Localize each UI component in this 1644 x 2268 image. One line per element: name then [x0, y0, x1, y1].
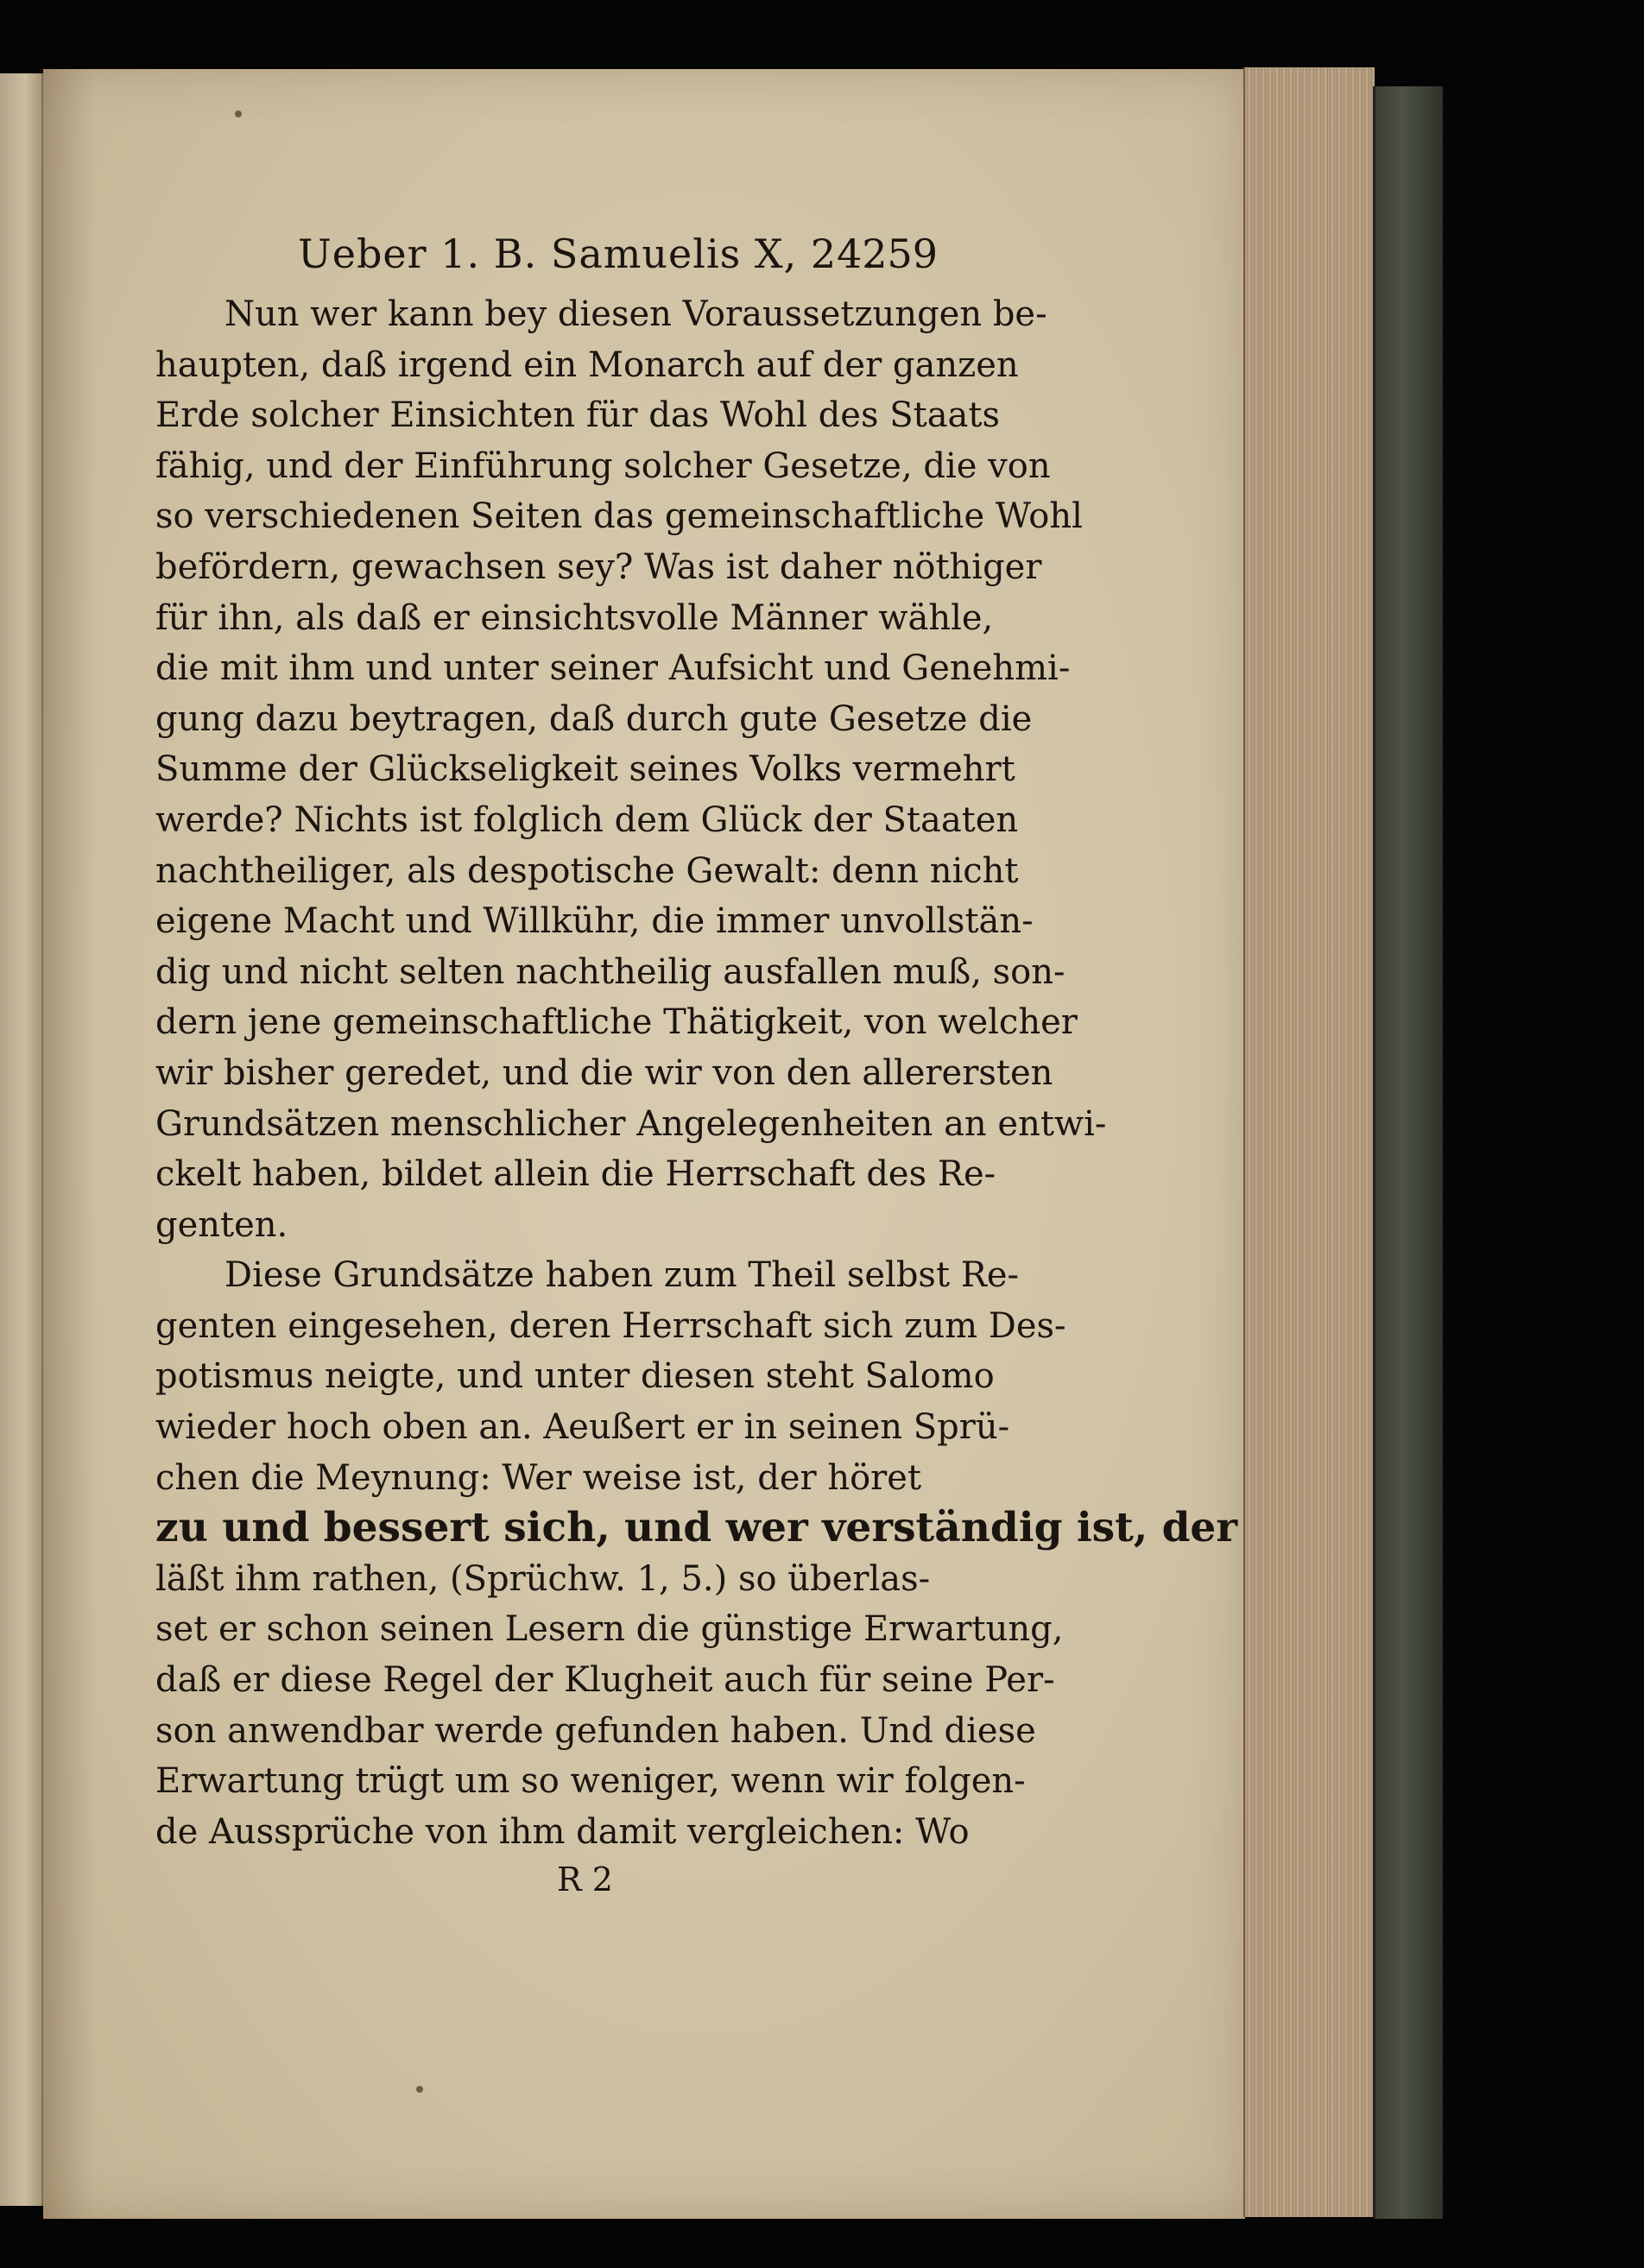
text-line-emphasized: zu und bessert sich, und wer verständig ist, der — [155, 1504, 1238, 1552]
text-line: wieder hoch oben an. Aeußert er in seinen Sprü- — [155, 1407, 1010, 1448]
text-line: genten. — [155, 1204, 288, 1245]
text-line: Erde solcher Einsichten für das Wohl des Staats — [155, 395, 1000, 436]
text-line: eigene Macht und Willkühr, die immer unvollstän- — [155, 901, 1034, 942]
text-line: gung dazu beytragen, daß durch gute Gesetze die — [155, 698, 1033, 739]
running-head-title: Ueber 1. B. Samuelis X, 24. — [298, 231, 877, 277]
text-line: die mit ihm und unter seiner Aufsicht und Genehmi- — [155, 648, 1071, 689]
text-line: so verschiedenen Seiten das gemeinschaftliche Wohl — [155, 496, 1083, 537]
text-line: daß er diese Regel der Klugheit auch für seine Per- — [155, 1660, 1055, 1701]
running-header — [155, 212, 958, 289]
page-number: 259 — [862, 231, 938, 277]
text-line: Erwartung trügt um so weniger, wenn wir folgen- — [155, 1761, 1026, 1802]
text-line: genten eingesehen, deren Herrschaft sich zum Des- — [155, 1305, 1066, 1346]
text-line: set er schon seinen Lesern die günstige Erwartung, — [155, 1609, 1064, 1650]
text-line: werde? Nichts ist folglich dem Glück der Staaten — [155, 799, 1019, 840]
text-line: ckelt haben, bildet allein die Herrschaft des Re- — [155, 1154, 996, 1195]
paper-speck — [235, 111, 242, 117]
paper-speck — [416, 2086, 423, 2093]
text-line: läßt ihm rathen, (Sprüchw. 1, 5.) so überlas- — [155, 1558, 931, 1599]
gutter-shadow — [43, 69, 95, 2219]
paragraph-1 — [155, 289, 1107, 1250]
text-line: befördern, gewachsen sey? Was ist daher nöthiger — [155, 546, 1042, 587]
text-line: chen die Meynung: Wer weise ist, der höret — [155, 1457, 922, 1498]
text-line: haupten, daß irgend ein Monarch auf der ganzen — [155, 344, 1019, 385]
facing-page-edge — [0, 73, 43, 2206]
text-line: dig und nicht selten nachtheilig ausfallen muß, son- — [155, 951, 1065, 992]
text-line: Diese Grundsätze haben zum Theil selbst Re- — [224, 1255, 1020, 1296]
page-block-edge — [1243, 67, 1375, 2217]
text-line: son anwendbar werde gefunden haben. Und diese — [155, 1710, 1036, 1751]
signature-mark: R 2 — [557, 1861, 613, 1899]
text-line: nachtheiliger, als despotische Gewalt: denn nicht — [155, 850, 1019, 891]
text-line: dern jene gemeinschaftliche Thätigkeit, von welcher — [155, 1002, 1078, 1043]
text-line: potismus neigte, und unter diesen steht Salomo — [155, 1356, 995, 1397]
text-line: Nun wer kann bey diesen Voraussetzungen be- — [224, 294, 1047, 334]
text-line: de Aussprüche von ihm damit vergleichen: Wo — [155, 1811, 970, 1852]
paragraph-2 — [155, 1250, 1238, 1857]
book-cover-edge — [1373, 86, 1443, 2219]
text-line: für ihn, als daß er einsichtsvolle Männer wähle, — [155, 597, 994, 638]
text-line: wir bisher geredet, und die wir von den allerersten — [155, 1052, 1053, 1093]
text-line: fähig, und der Einführung solcher Gesetze, die von — [155, 445, 1051, 486]
text-line: Grundsätzen menschlicher Angelegenheiten an entwi- — [155, 1103, 1107, 1144]
text-line: Summe der Glückseligkeit seines Volks vermehrt — [155, 749, 1015, 790]
page-text — [155, 212, 1238, 1899]
